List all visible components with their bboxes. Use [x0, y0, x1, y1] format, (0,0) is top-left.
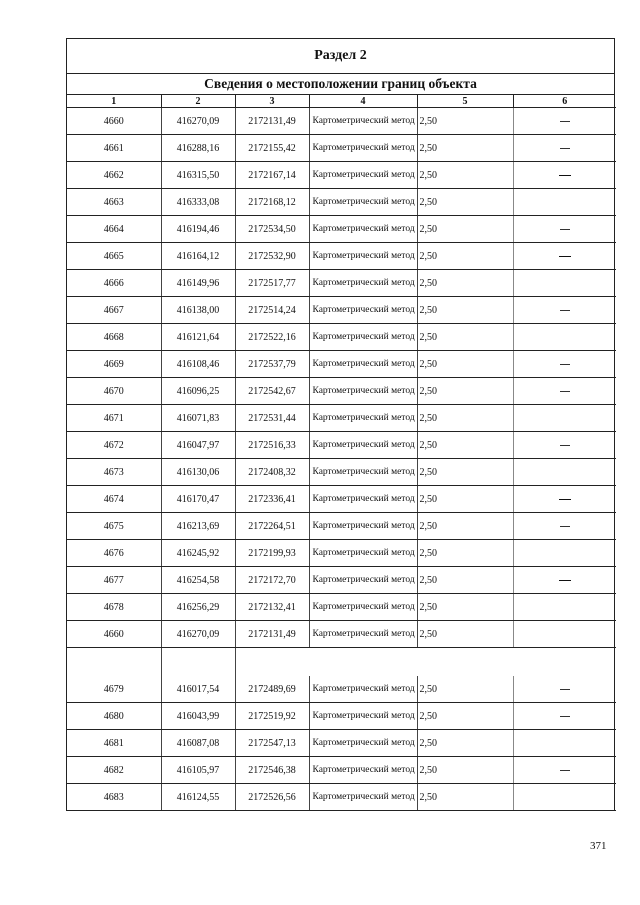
accuracy-cell: 2,50 [417, 297, 513, 324]
dash-mark [560, 526, 570, 527]
point-number-cell: 4664 [67, 216, 161, 243]
note-cell [513, 621, 616, 648]
y-coordinate-cell: 2172167,14 [235, 162, 309, 189]
method-cell: Картометрический метод [309, 621, 417, 648]
method-cell: Картометрический метод [309, 297, 417, 324]
y-coordinate-cell: 2172517,77 [235, 270, 309, 297]
note-cell [513, 108, 616, 135]
method-cell: Картометрический метод [309, 162, 417, 189]
point-number-cell: 4673 [67, 459, 161, 486]
dash-mark [559, 580, 571, 581]
column-number: 5 [417, 95, 513, 108]
point-number-cell: 4669 [67, 351, 161, 378]
y-coordinate-cell: 2172522,16 [235, 324, 309, 351]
point-number-cell: 4671 [67, 405, 161, 432]
method-cell: Картометрический метод [309, 189, 417, 216]
y-coordinate-cell: 2172534,50 [235, 216, 309, 243]
accuracy-cell: 2,50 [417, 108, 513, 135]
table-row [67, 324, 616, 351]
point-number-cell: 4661 [67, 135, 161, 162]
x-coordinate-cell: 416270,09 [161, 621, 235, 648]
x-coordinate-cell: 416096,25 [161, 378, 235, 405]
x-coordinate-cell: 416164,12 [161, 243, 235, 270]
method-cell: Картометрический метод [309, 513, 417, 540]
y-coordinate-cell: 2172547,13 [235, 730, 309, 757]
x-coordinate-cell: 416047,97 [161, 432, 235, 459]
method-cell: Картометрический метод [309, 486, 417, 513]
accuracy-cell: 2,50 [417, 378, 513, 405]
x-coordinate-cell: 416213,69 [161, 513, 235, 540]
dash-mark [560, 364, 570, 365]
table-row [67, 621, 616, 648]
x-coordinate-cell: 416245,92 [161, 540, 235, 567]
method-cell: Картометрический метод [309, 784, 417, 811]
method-cell: Картометрический метод [309, 378, 417, 405]
column-number: 4 [309, 95, 417, 108]
table-row [67, 567, 616, 594]
table-gap-row [67, 648, 616, 677]
note-cell [513, 189, 616, 216]
x-coordinate-cell: 416333,08 [161, 189, 235, 216]
x-coordinate-cell: 416121,64 [161, 324, 235, 351]
y-coordinate-cell: 2172532,90 [235, 243, 309, 270]
note-cell [513, 378, 616, 405]
x-coordinate-cell: 416087,08 [161, 730, 235, 757]
accuracy-cell: 2,50 [417, 513, 513, 540]
note-cell [513, 486, 616, 513]
point-number-cell: 4665 [67, 243, 161, 270]
dash-mark [560, 445, 570, 446]
note-cell [513, 324, 616, 351]
method-cell: Картометрический метод [309, 567, 417, 594]
method-cell: Картометрический метод [309, 108, 417, 135]
table-row [67, 297, 616, 324]
table-row [67, 270, 616, 297]
method-cell: Картометрический метод [309, 243, 417, 270]
x-coordinate-cell: 416288,16 [161, 135, 235, 162]
dash-mark [560, 391, 570, 392]
empty-cell [67, 648, 161, 677]
document-sheet [66, 38, 615, 811]
x-coordinate-cell: 416108,46 [161, 351, 235, 378]
accuracy-cell: 2,50 [417, 459, 513, 486]
note-cell [513, 567, 616, 594]
y-coordinate-cell: 2172168,12 [235, 189, 309, 216]
section-title: Раздел 2 [67, 39, 614, 74]
x-coordinate-cell: 416270,09 [161, 108, 235, 135]
point-number-cell: 4674 [67, 486, 161, 513]
y-coordinate-cell: 2172199,93 [235, 540, 309, 567]
x-coordinate-cell: 416194,46 [161, 216, 235, 243]
table-row [67, 351, 616, 378]
point-number-cell: 4677 [67, 567, 161, 594]
table-row [67, 540, 616, 567]
accuracy-cell: 2,50 [417, 567, 513, 594]
y-coordinate-cell: 2172336,41 [235, 486, 309, 513]
method-cell: Картометрический метод [309, 730, 417, 757]
y-coordinate-cell: 2172537,79 [235, 351, 309, 378]
method-cell: Картометрический метод [309, 351, 417, 378]
accuracy-cell: 2,50 [417, 162, 513, 189]
dash-mark [560, 229, 570, 230]
point-number-cell: 4668 [67, 324, 161, 351]
column-number: 2 [161, 95, 235, 108]
accuracy-cell: 2,50 [417, 189, 513, 216]
point-number-cell: 4678 [67, 594, 161, 621]
table-row [67, 405, 616, 432]
point-number-cell: 4676 [67, 540, 161, 567]
method-cell: Картометрический метод [309, 459, 417, 486]
point-number-cell: 4667 [67, 297, 161, 324]
empty-cell [309, 648, 417, 677]
table-row [67, 378, 616, 405]
dash-mark [560, 310, 570, 311]
point-number-cell: 4666 [67, 270, 161, 297]
method-cell: Картометрический метод [309, 270, 417, 297]
point-number-cell: 4663 [67, 189, 161, 216]
dash-mark [560, 689, 570, 690]
y-coordinate-cell: 2172516,33 [235, 432, 309, 459]
method-cell: Картометрический метод [309, 703, 417, 730]
method-cell: Картометрический метод [309, 676, 417, 703]
dash-mark [559, 499, 571, 500]
empty-cell [235, 648, 309, 677]
note-cell [513, 757, 616, 784]
accuracy-cell: 2,50 [417, 594, 513, 621]
note-cell [513, 297, 616, 324]
x-coordinate-cell: 416105,97 [161, 757, 235, 784]
dash-mark [559, 256, 571, 257]
accuracy-cell: 2,50 [417, 621, 513, 648]
page-number: 371 [590, 840, 607, 852]
table-row [67, 432, 616, 459]
boundary-table [67, 95, 616, 811]
table-row [67, 459, 616, 486]
point-number-cell: 4681 [67, 730, 161, 757]
note-cell [513, 135, 616, 162]
method-cell: Картометрический метод [309, 540, 417, 567]
accuracy-cell: 2,50 [417, 757, 513, 784]
accuracy-cell: 2,50 [417, 135, 513, 162]
note-cell [513, 594, 616, 621]
x-coordinate-cell: 416149,96 [161, 270, 235, 297]
point-number-cell: 4662 [67, 162, 161, 189]
column-number: 1 [67, 95, 161, 108]
point-number-cell: 4675 [67, 513, 161, 540]
table-row [67, 135, 616, 162]
point-number-cell: 4660 [67, 621, 161, 648]
table-row [67, 594, 616, 621]
column-number-row [67, 95, 616, 108]
note-cell [513, 540, 616, 567]
y-coordinate-cell: 2172514,24 [235, 297, 309, 324]
x-coordinate-cell: 416043,99 [161, 703, 235, 730]
y-coordinate-cell: 2172264,51 [235, 513, 309, 540]
note-cell [513, 459, 616, 486]
table-row [67, 189, 616, 216]
dash-mark [560, 716, 570, 717]
accuracy-cell: 2,50 [417, 351, 513, 378]
y-coordinate-cell: 2172542,67 [235, 378, 309, 405]
dash-mark [559, 175, 571, 176]
point-number-cell: 4680 [67, 703, 161, 730]
y-coordinate-cell: 2172131,49 [235, 621, 309, 648]
point-number-cell: 4672 [67, 432, 161, 459]
note-cell [513, 405, 616, 432]
dash-mark [560, 148, 570, 149]
table-row [67, 243, 616, 270]
point-number-cell: 4670 [67, 378, 161, 405]
accuracy-cell: 2,50 [417, 784, 513, 811]
note-cell [513, 703, 616, 730]
accuracy-cell: 2,50 [417, 432, 513, 459]
y-coordinate-cell: 2172155,42 [235, 135, 309, 162]
table-row [67, 108, 616, 135]
y-coordinate-cell: 2172132,41 [235, 594, 309, 621]
accuracy-cell: 2,50 [417, 405, 513, 432]
x-coordinate-cell: 416017,54 [161, 676, 235, 703]
table-row [67, 216, 616, 243]
note-cell [513, 730, 616, 757]
x-coordinate-cell: 416315,50 [161, 162, 235, 189]
note-cell [513, 216, 616, 243]
table-row [67, 513, 616, 540]
y-coordinate-cell: 2172546,38 [235, 757, 309, 784]
table-row [67, 162, 616, 189]
accuracy-cell: 2,50 [417, 216, 513, 243]
method-cell: Картометрический метод [309, 594, 417, 621]
x-coordinate-cell: 416254,58 [161, 567, 235, 594]
empty-cell [513, 648, 616, 677]
y-coordinate-cell: 2172131,49 [235, 108, 309, 135]
accuracy-cell: 2,50 [417, 486, 513, 513]
empty-cell [161, 648, 235, 677]
x-coordinate-cell: 416071,83 [161, 405, 235, 432]
y-coordinate-cell: 2172408,32 [235, 459, 309, 486]
note-cell [513, 162, 616, 189]
dash-mark [560, 770, 570, 771]
accuracy-cell: 2,50 [417, 243, 513, 270]
table-row [67, 784, 616, 811]
y-coordinate-cell: 2172519,92 [235, 703, 309, 730]
dash-mark [560, 121, 570, 122]
table-row [67, 703, 616, 730]
accuracy-cell: 2,50 [417, 730, 513, 757]
y-coordinate-cell: 2172172,70 [235, 567, 309, 594]
column-number: 3 [235, 95, 309, 108]
note-cell [513, 784, 616, 811]
note-cell [513, 432, 616, 459]
table-row [67, 676, 616, 703]
method-cell: Картометрический метод [309, 135, 417, 162]
y-coordinate-cell: 2172531,44 [235, 405, 309, 432]
y-coordinate-cell: 2172526,56 [235, 784, 309, 811]
empty-cell [417, 648, 513, 677]
note-cell [513, 351, 616, 378]
accuracy-cell: 2,50 [417, 676, 513, 703]
table-row [67, 730, 616, 757]
table-row [67, 757, 616, 784]
x-coordinate-cell: 416130,06 [161, 459, 235, 486]
note-cell [513, 676, 616, 703]
accuracy-cell: 2,50 [417, 540, 513, 567]
y-coordinate-cell: 2172489,69 [235, 676, 309, 703]
x-coordinate-cell: 416170,47 [161, 486, 235, 513]
point-number-cell: 4682 [67, 757, 161, 784]
note-cell [513, 513, 616, 540]
point-number-cell: 4660 [67, 108, 161, 135]
method-cell: Картометрический метод [309, 216, 417, 243]
point-number-cell: 4679 [67, 676, 161, 703]
table-row [67, 486, 616, 513]
accuracy-cell: 2,50 [417, 324, 513, 351]
accuracy-cell: 2,50 [417, 703, 513, 730]
method-cell: Картометрический метод [309, 324, 417, 351]
method-cell: Картометрический метод [309, 757, 417, 784]
section-subtitle: Сведения о местоположении границ объекта [67, 74, 614, 95]
method-cell: Картометрический метод [309, 432, 417, 459]
table-frame [66, 38, 615, 811]
note-cell [513, 270, 616, 297]
x-coordinate-cell: 416138,00 [161, 297, 235, 324]
x-coordinate-cell: 416256,29 [161, 594, 235, 621]
note-cell [513, 243, 616, 270]
point-number-cell: 4683 [67, 784, 161, 811]
method-cell: Картометрический метод [309, 405, 417, 432]
column-number: 6 [513, 95, 616, 108]
accuracy-cell: 2,50 [417, 270, 513, 297]
x-coordinate-cell: 416124,55 [161, 784, 235, 811]
